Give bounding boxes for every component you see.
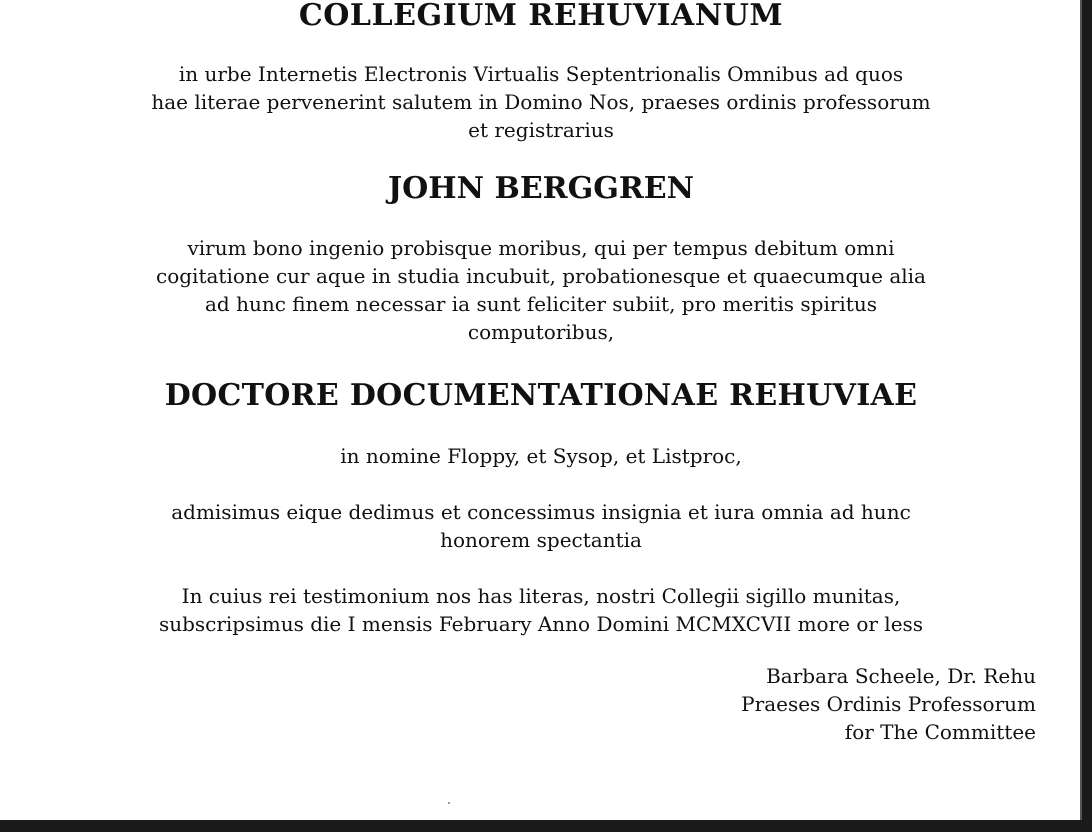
scan-speck	[448, 802, 450, 804]
testimony-line: In cuius rei testimonium nos has literas, nostri Collegii sigillo munitas,	[181, 584, 901, 608]
scan-edge-bottom	[0, 820, 1092, 832]
intro-line: et registrarius	[468, 118, 614, 142]
signatory-role: Praeses Ordinis Professorum	[741, 692, 1036, 716]
grant-paragraph	[60, 498, 1022, 554]
grant-line: honorem spectantia	[440, 528, 642, 552]
signatory-committee: for The Committee	[844, 720, 1036, 744]
merit-line: virum bono ingenio probisque moribus, qui per tempus debitum omni	[187, 236, 895, 260]
testimony-paragraph	[60, 582, 1022, 638]
signature-block	[741, 662, 1036, 746]
intro-paragraph	[60, 60, 1022, 144]
signatory-name: Barbara Scheele, Dr. Rehu	[766, 664, 1036, 688]
testimony-line: subscripsimus die I mensis February Anno Domini MCMXCVII more or less	[158, 612, 924, 636]
merit-line: cogitatione cur aque in studia incubuit, probationesque et quaecumque alia	[156, 264, 926, 288]
scan-edge-right	[1082, 0, 1092, 832]
degree-title: DOCTORE DOCUMENTATIONAE REHUVIAE	[164, 378, 918, 413]
certificate-title: COLLEGIUM REHUVIANUM	[298, 0, 784, 33]
intro-line: hae literae pervenerint salutem in Domino Nos, praeses ordinis professorum	[151, 90, 931, 114]
merit-paragraph	[60, 234, 1022, 346]
intro-line: in urbe Internetis Electronis Virtualis Septentrionalis Omnibus ad quos	[178, 62, 904, 86]
merit-line: computoribus,	[467, 320, 615, 344]
invocation-line: in nomine Floppy, et Sysop, et Listproc,	[340, 444, 742, 468]
recipient-name: JOHN BERGGREN	[387, 171, 695, 206]
grant-line: admisimus eique dedimus et concessimus insignia et iura omnia ad hunc	[171, 500, 911, 524]
merit-line: ad hunc finem necessar ia sunt feliciter subiit, pro meritis spiritus	[205, 292, 877, 316]
